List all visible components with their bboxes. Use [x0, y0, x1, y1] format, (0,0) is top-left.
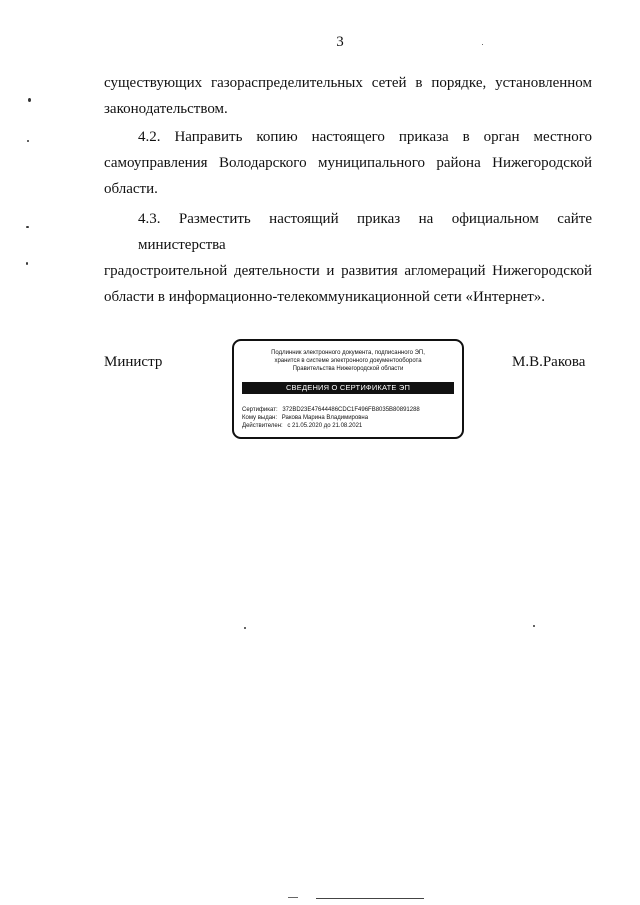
paragraph-4-2: [104, 124, 592, 202]
scan-speck: [533, 625, 535, 627]
validity-row: [242, 422, 420, 430]
paragraph-4-3: [104, 206, 592, 310]
validity-value: с 21.05.2020 до 21.08.2021: [287, 423, 363, 429]
scan-speck: [28, 98, 31, 102]
issued-to-label: Кому выдан:: [242, 415, 278, 421]
paragraph-line: градостроительной деятельности и развития агломераций Нижегородской: [104, 263, 592, 279]
paragraph-line: области.: [104, 181, 158, 197]
issued-to-value: Ракова Марина Владимировна: [281, 415, 369, 421]
scan-speck: [244, 627, 246, 629]
scan-speck: [26, 226, 29, 228]
validity-label: Действителен:: [242, 423, 283, 429]
stamp-note-line: Правительства Нижегородской области: [292, 366, 404, 372]
paragraph-line: существующих газораспределительных сетей в порядке, установленном: [104, 75, 592, 91]
stamp-note-line: хранится в системе электронного документооборота: [274, 358, 422, 364]
signatory-name: М.В.Ракова: [512, 354, 586, 370]
electronic-signature-stamp: [232, 339, 464, 439]
paragraph-line: самоуправления Володарского муниципального района Нижегородской: [104, 155, 592, 171]
paragraph-line: законодательством.: [104, 101, 228, 117]
paragraph-line: 4.2. Направить копию настоящего приказа в орган местного: [138, 129, 592, 145]
issued-to-row: [242, 414, 420, 422]
scan-speck: [482, 44, 483, 45]
paragraph-continuation: [104, 70, 592, 122]
stamp-note: [234, 349, 462, 373]
signatory-position: Министр: [104, 354, 163, 370]
certificate-label: Сертификат:: [242, 407, 278, 413]
stamp-details: [242, 406, 420, 430]
page-number: 3: [336, 34, 344, 50]
paragraph-line: 4.3. Разместить настоящий приказ на официальном сайте министерства: [138, 211, 592, 253]
stamp-note-line: Подлинник электронного документа, подписанного ЭП,: [271, 350, 425, 356]
scan-speck: [26, 262, 28, 265]
stamp-header: СВЕДЕНИЯ О СЕРТИФИКАТЕ ЭП: [242, 382, 454, 394]
certificate-row: [242, 406, 420, 414]
scan-mark: [288, 897, 298, 898]
certificate-value: 372BD23E47644486CDC1F496FB8035B80891288: [282, 407, 420, 413]
scan-speck: [27, 140, 29, 142]
paragraph-line: области в информационно-телекоммуникационной сети «Интернет».: [104, 289, 546, 305]
footer-rule: [316, 898, 424, 899]
